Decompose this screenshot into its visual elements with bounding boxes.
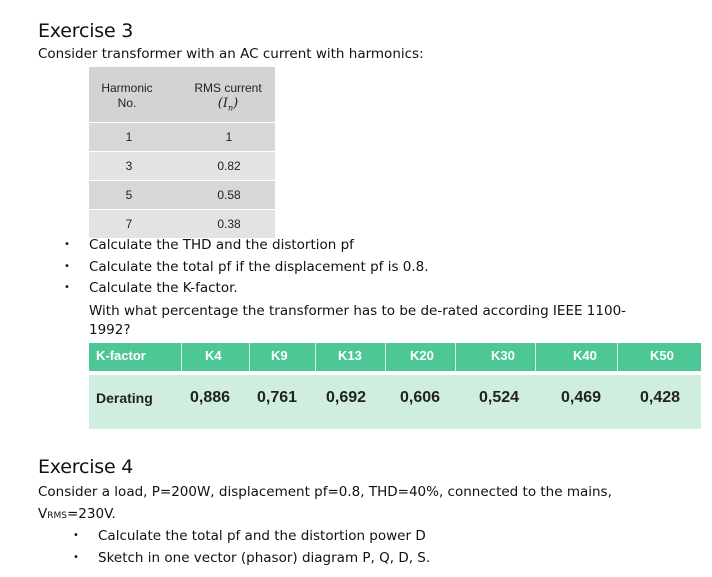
harmonic-table-header	[89, 67, 275, 122]
exercise-4-bullets	[73, 527, 431, 570]
harmonic-number-cell: 5	[125, 188, 133, 202]
derating-question-line1: With what percentage the transformer has to be de-rated according IEEE 1100-	[89, 303, 627, 319]
k-factor-cell: K9	[271, 348, 288, 363]
bullet-dot: •	[73, 530, 79, 541]
k-factor-label: K-factor	[96, 348, 146, 363]
harmonic-table-row	[89, 181, 275, 209]
column-divider	[249, 343, 250, 371]
derating-row	[89, 375, 701, 429]
rms-symbol-close: )	[233, 96, 239, 111]
k-factor-cell: K20	[410, 348, 434, 363]
harmonic-number-cell: 3	[125, 159, 133, 173]
harmonic-header-line2: No.	[117, 96, 137, 110]
rms-symbol	[185, 96, 271, 116]
k-factor-cell: K4	[205, 348, 222, 363]
k-factor-cell: K13	[338, 348, 362, 363]
exercise-3-bullets	[64, 236, 429, 301]
exercise-4-vrms	[38, 505, 116, 525]
exercise-3-intro: Consider transformer with an AC current with harmonics:	[38, 46, 424, 62]
bullet-dot: •	[64, 260, 70, 272]
rms-current-cell: 1	[225, 130, 233, 144]
rms-symbol-open: (I	[217, 96, 228, 111]
bullet-item	[73, 527, 430, 549]
harmonic-table	[89, 67, 275, 238]
exercise-3-title: Exercise 3	[38, 20, 134, 42]
derating-cell: 0,886	[190, 389, 231, 406]
bullet-text: Calculate the total pf and the distortion power D	[98, 528, 426, 544]
vrms-value: =230V.	[66, 506, 116, 522]
rms-current-cell: 0.38	[217, 217, 241, 231]
harmonic-column-header	[97, 81, 157, 111]
harmonic-table-row	[89, 210, 275, 238]
column-divider	[181, 343, 182, 371]
k-factor-cell: K30	[491, 348, 515, 363]
derating-cell: 0,428	[640, 389, 681, 406]
derating-question-line2: 1992?	[89, 322, 131, 338]
k-factor-table	[89, 343, 701, 429]
bullet-item	[64, 236, 429, 258]
bullet-dot: •	[64, 282, 70, 293]
column-divider	[535, 343, 536, 371]
bullet-text: Calculate the THD and the distortion pf	[89, 237, 354, 253]
vrms-label: V	[38, 506, 48, 522]
column-divider	[617, 343, 618, 371]
harmonic-number-cell: 1	[125, 130, 133, 144]
k-factor-cell: K50	[650, 348, 674, 363]
bullet-item	[64, 279, 429, 301]
rms-current-cell: 0.82	[217, 159, 241, 173]
harmonic-number-cell: 7	[125, 217, 133, 231]
column-divider	[385, 343, 386, 371]
derating-cell: 0,761	[257, 389, 298, 406]
derating-cell: 0,469	[561, 389, 602, 406]
k-factor-header-row	[89, 343, 701, 371]
harmonic-header-line1: Harmonic	[101, 81, 153, 95]
bullet-dot: •	[64, 239, 70, 250]
k-factor-cell: K40	[573, 348, 597, 363]
harmonic-table-row	[89, 152, 275, 180]
column-divider	[315, 343, 316, 371]
rms-header-line1: RMS current	[194, 81, 262, 95]
bullet-item	[64, 258, 429, 280]
bullet-dot: •	[73, 551, 79, 563]
derating-cell: 0,606	[400, 389, 441, 406]
bullet-text: Sketch in one vector (phasor) diagram P, Q, D, S.	[98, 549, 431, 566]
rms-column-header	[185, 81, 271, 116]
exercise-4-intro-line1: Consider a load, P=200W, displacement pf=0.8, THD=40%, connected to the mains,	[38, 484, 612, 500]
derating-cell: 0,524	[479, 389, 520, 406]
bullet-item	[73, 549, 431, 571]
harmonic-table-row	[89, 123, 275, 151]
rms-current-cell: 0.58	[217, 188, 241, 202]
derating-question	[89, 302, 626, 340]
bullet-text: Calculate the total pf if the displacement pf is 0.8.	[89, 258, 429, 275]
derating-cell: 0,692	[326, 389, 367, 406]
derating-label: Derating	[96, 390, 153, 406]
exercise-4-title: Exercise 4	[38, 456, 134, 478]
rms-symbol-sub: n	[227, 103, 234, 113]
vrms-subscript: RMS	[47, 511, 67, 521]
bullet-text: Calculate the K-factor.	[89, 280, 238, 296]
column-divider	[455, 343, 456, 371]
